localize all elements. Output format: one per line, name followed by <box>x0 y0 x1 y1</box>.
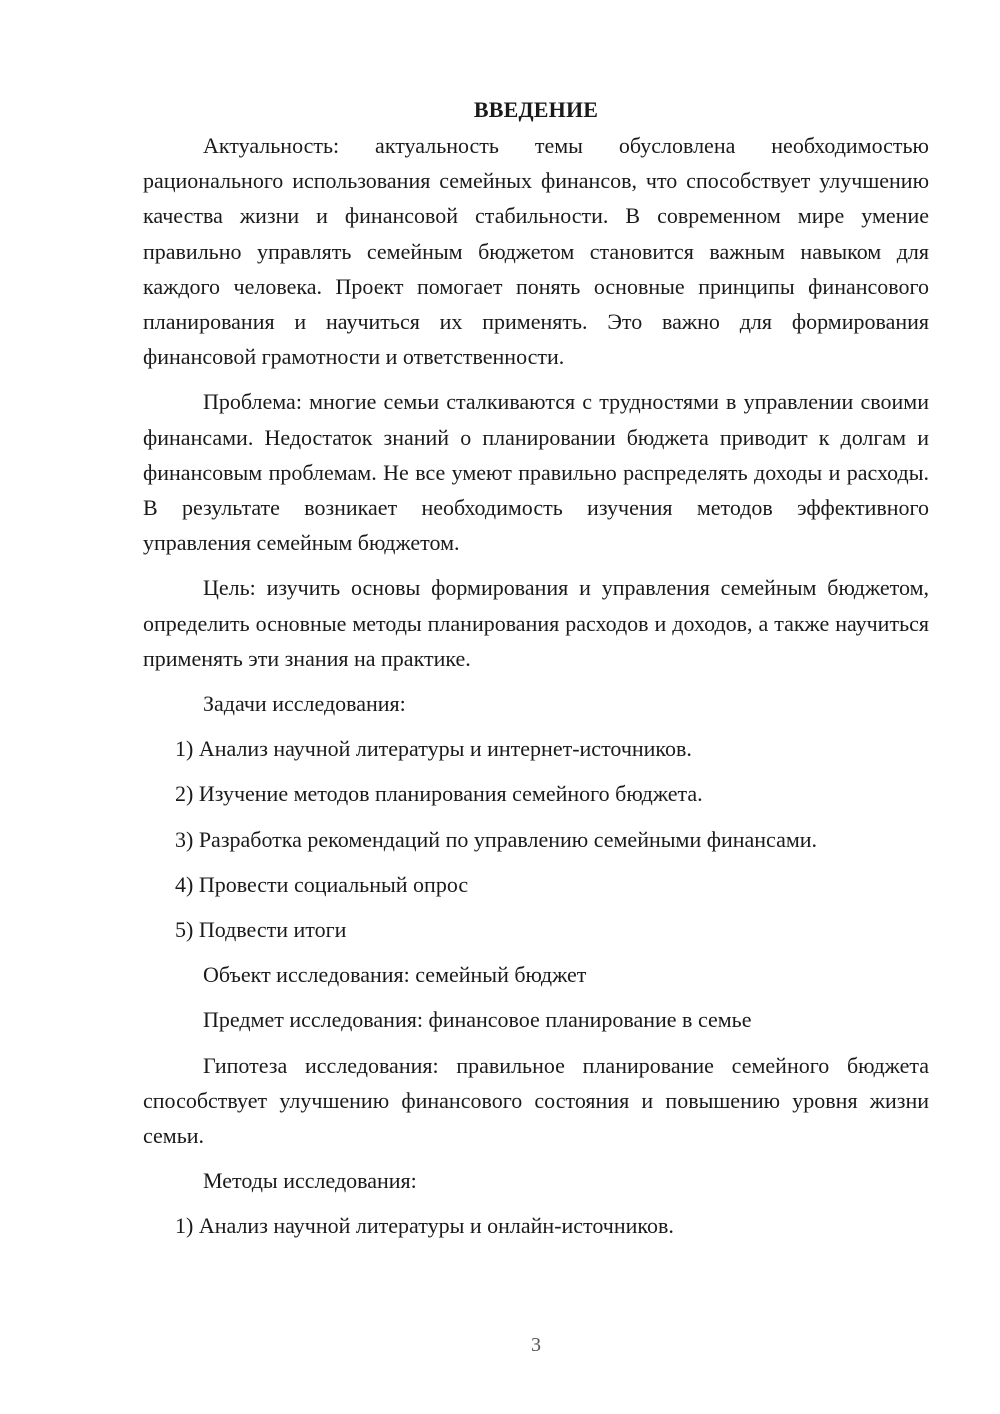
list-item: 4) Провести социальный опрос <box>175 871 469 897</box>
list-item: 1) Анализ научной литературы и интернет-источников. <box>175 736 692 762</box>
list-item: 2) Изучение методов планирования семейного бюджета. <box>175 781 703 807</box>
section-title: ВВЕДЕНИЕ <box>473 97 599 122</box>
tasks-list <box>143 731 929 947</box>
hypothesis-paragraph: Гипотеза исследования: правильное планирование семейного бюджета способствует улучшению финансового состояния и повышению уровня жизни семьи. <box>143 1052 929 1149</box>
list-item: 1) Анализ научной литературы и онлайн-источников. <box>175 1213 674 1239</box>
page-number: 3 <box>531 1334 541 1356</box>
document-body <box>143 94 929 1254</box>
list-item: 3) Разработка рекомендаций по управлению семейными финансами. <box>175 826 818 852</box>
goal-paragraph: Цель: изучить основы формирования и управления семейным бюджетом, определить основные методы планирования расходов и доходов, а также научиться применять эти знания на практике. <box>143 575 929 671</box>
list-item: 5) Подвести итоги <box>175 917 347 943</box>
methods-list <box>143 1208 929 1243</box>
problem-paragraph: Проблема: многие семьи сталкиваются с трудностями в управлении своими финансами. Недостаток знаний о планировании бюджета приводит к долгам и финансовым проблемам. Не все умеют правильно распределять доходы и расходы. В результате возникает необходимость изучения методов эффективного управления семейным бюджетом. <box>143 389 929 556</box>
object-line: Объект исследования: семейный бюджет <box>203 962 587 988</box>
methods-heading: Методы исследования: <box>203 1168 417 1194</box>
actuality-paragraph: Актуальность: актуальность темы обусловлена необходимостью рационального использования семейных финансов, что способствует улучшению качества жизни и финансовой стабильности. В современном мире умение правильно управлять семейным бюджетом становится важным навыком для каждого человека. Проект помогает понять основные принципы финансового планирования и научиться их применять. Это важно для формирования финансовой грамотности и ответственности. <box>143 133 929 370</box>
tasks-heading: Задачи исследования: <box>203 691 406 717</box>
subject-line: Предмет исследования: финансовое планирование в семье <box>203 1007 752 1033</box>
